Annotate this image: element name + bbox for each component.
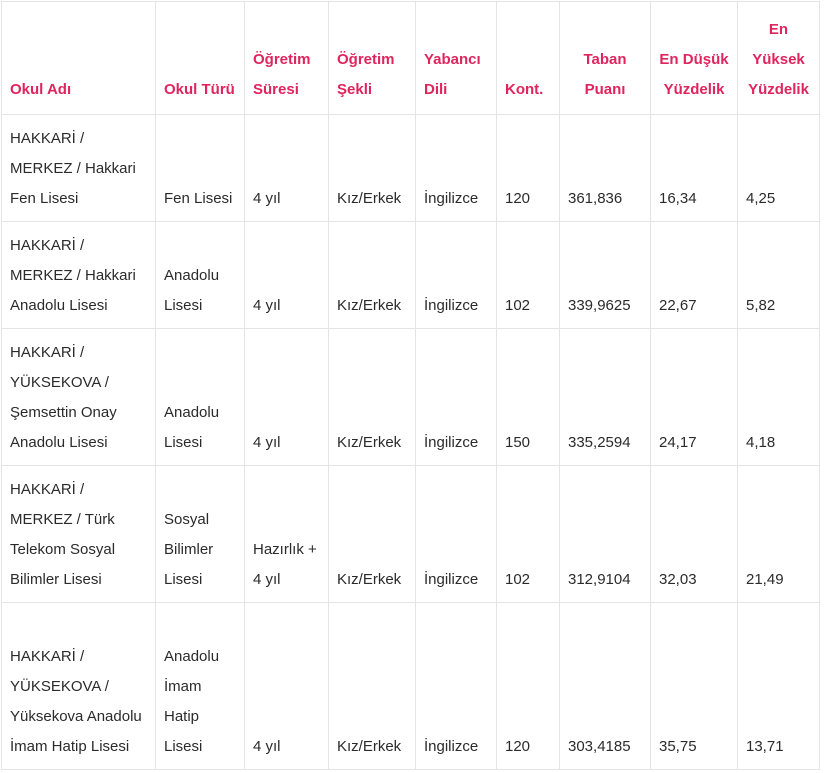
cell-okul-turu: Sosyal Bilimler Lisesi (156, 466, 245, 603)
cell-kont: 102 (497, 222, 560, 329)
cell-en-yuksek: 4,25 (738, 115, 820, 222)
cell-okul-turu: Anadolu İmam Hatip Lisesi (156, 603, 245, 770)
cell-en-dusuk: 22,67 (651, 222, 738, 329)
cell-en-dusuk: 35,75 (651, 603, 738, 770)
table-row (2, 222, 820, 329)
cell-en-yuksek: 4,18 (738, 329, 820, 466)
cell-kont: 120 (497, 115, 560, 222)
cell-okul-adi: HAKKARİ / MERKEZ / Hakkari Fen Lisesi (2, 115, 156, 222)
cell-ogretim-sekli: Kız/Erkek (329, 329, 416, 466)
cell-ogretim-suresi: 4 yıl (245, 329, 329, 466)
cell-taban-puani: 361,836 (560, 115, 651, 222)
header-okul-adi: Okul Adı (2, 2, 156, 115)
cell-okul-turu: Anadolu Lisesi (156, 329, 245, 466)
header-ogretim-sekli: Öğretim Şekli (329, 2, 416, 115)
cell-en-dusuk: 32,03 (651, 466, 738, 603)
cell-ogretim-sekli: Kız/Erkek (329, 115, 416, 222)
cell-ogretim-suresi: 4 yıl (245, 603, 329, 770)
cell-yabanci-dili: İngilizce (416, 222, 497, 329)
cell-kont: 102 (497, 466, 560, 603)
cell-kont: 120 (497, 603, 560, 770)
cell-yabanci-dili: İngilizce (416, 466, 497, 603)
cell-okul-adi: HAKKARİ / YÜKSEKOVA / Şemsettin Onay Anadolu Lisesi (2, 329, 156, 466)
header-taban-puani: Taban Puanı (560, 2, 651, 115)
cell-ogretim-suresi: Hazırlık + 4 yıl (245, 466, 329, 603)
cell-ogretim-suresi: 4 yıl (245, 222, 329, 329)
cell-yabanci-dili: İngilizce (416, 603, 497, 770)
cell-kont: 150 (497, 329, 560, 466)
header-en-yuksek-yuzdelik: En Yüksek Yüzdelik (738, 2, 820, 115)
cell-en-dusuk: 24,17 (651, 329, 738, 466)
header-en-dusuk-yuzdelik: En Düşük Yüzdelik (651, 2, 738, 115)
header-row (2, 2, 820, 115)
cell-ogretim-sekli: Kız/Erkek (329, 222, 416, 329)
cell-okul-adi: HAKKARİ / MERKEZ / Türk Telekom Sosyal Bilimler Lisesi (2, 466, 156, 603)
header-yabanci-dili: Yabancı Dili (416, 2, 497, 115)
cell-okul-turu: Anadolu Lisesi (156, 222, 245, 329)
cell-ogretim-sekli: Kız/Erkek (329, 603, 416, 770)
cell-okul-adi: HAKKARİ / YÜKSEKOVA / Yüksekova Anadolu İmam Hatip Lisesi (2, 603, 156, 770)
cell-ogretim-sekli: Kız/Erkek (329, 466, 416, 603)
header-okul-turu: Okul Türü (156, 2, 245, 115)
table-row (2, 115, 820, 222)
table-row (2, 329, 820, 466)
school-table (1, 1, 820, 770)
cell-en-dusuk: 16,34 (651, 115, 738, 222)
table-row (2, 603, 820, 770)
cell-yabanci-dili: İngilizce (416, 115, 497, 222)
cell-taban-puani: 312,9104 (560, 466, 651, 603)
cell-en-yuksek: 13,71 (738, 603, 820, 770)
cell-taban-puani: 339,9625 (560, 222, 651, 329)
cell-en-yuksek: 21,49 (738, 466, 820, 603)
cell-en-yuksek: 5,82 (738, 222, 820, 329)
cell-taban-puani: 335,2594 (560, 329, 651, 466)
cell-okul-turu: Fen Lisesi (156, 115, 245, 222)
cell-taban-puani: 303,4185 (560, 603, 651, 770)
table-row (2, 466, 820, 603)
header-ogretim-suresi: Öğretim Süresi (245, 2, 329, 115)
cell-ogretim-suresi: 4 yıl (245, 115, 329, 222)
cell-yabanci-dili: İngilizce (416, 329, 497, 466)
header-kont: Kont. (497, 2, 560, 115)
cell-okul-adi: HAKKARİ / MERKEZ / Hakkari Anadolu Lisesi (2, 222, 156, 329)
